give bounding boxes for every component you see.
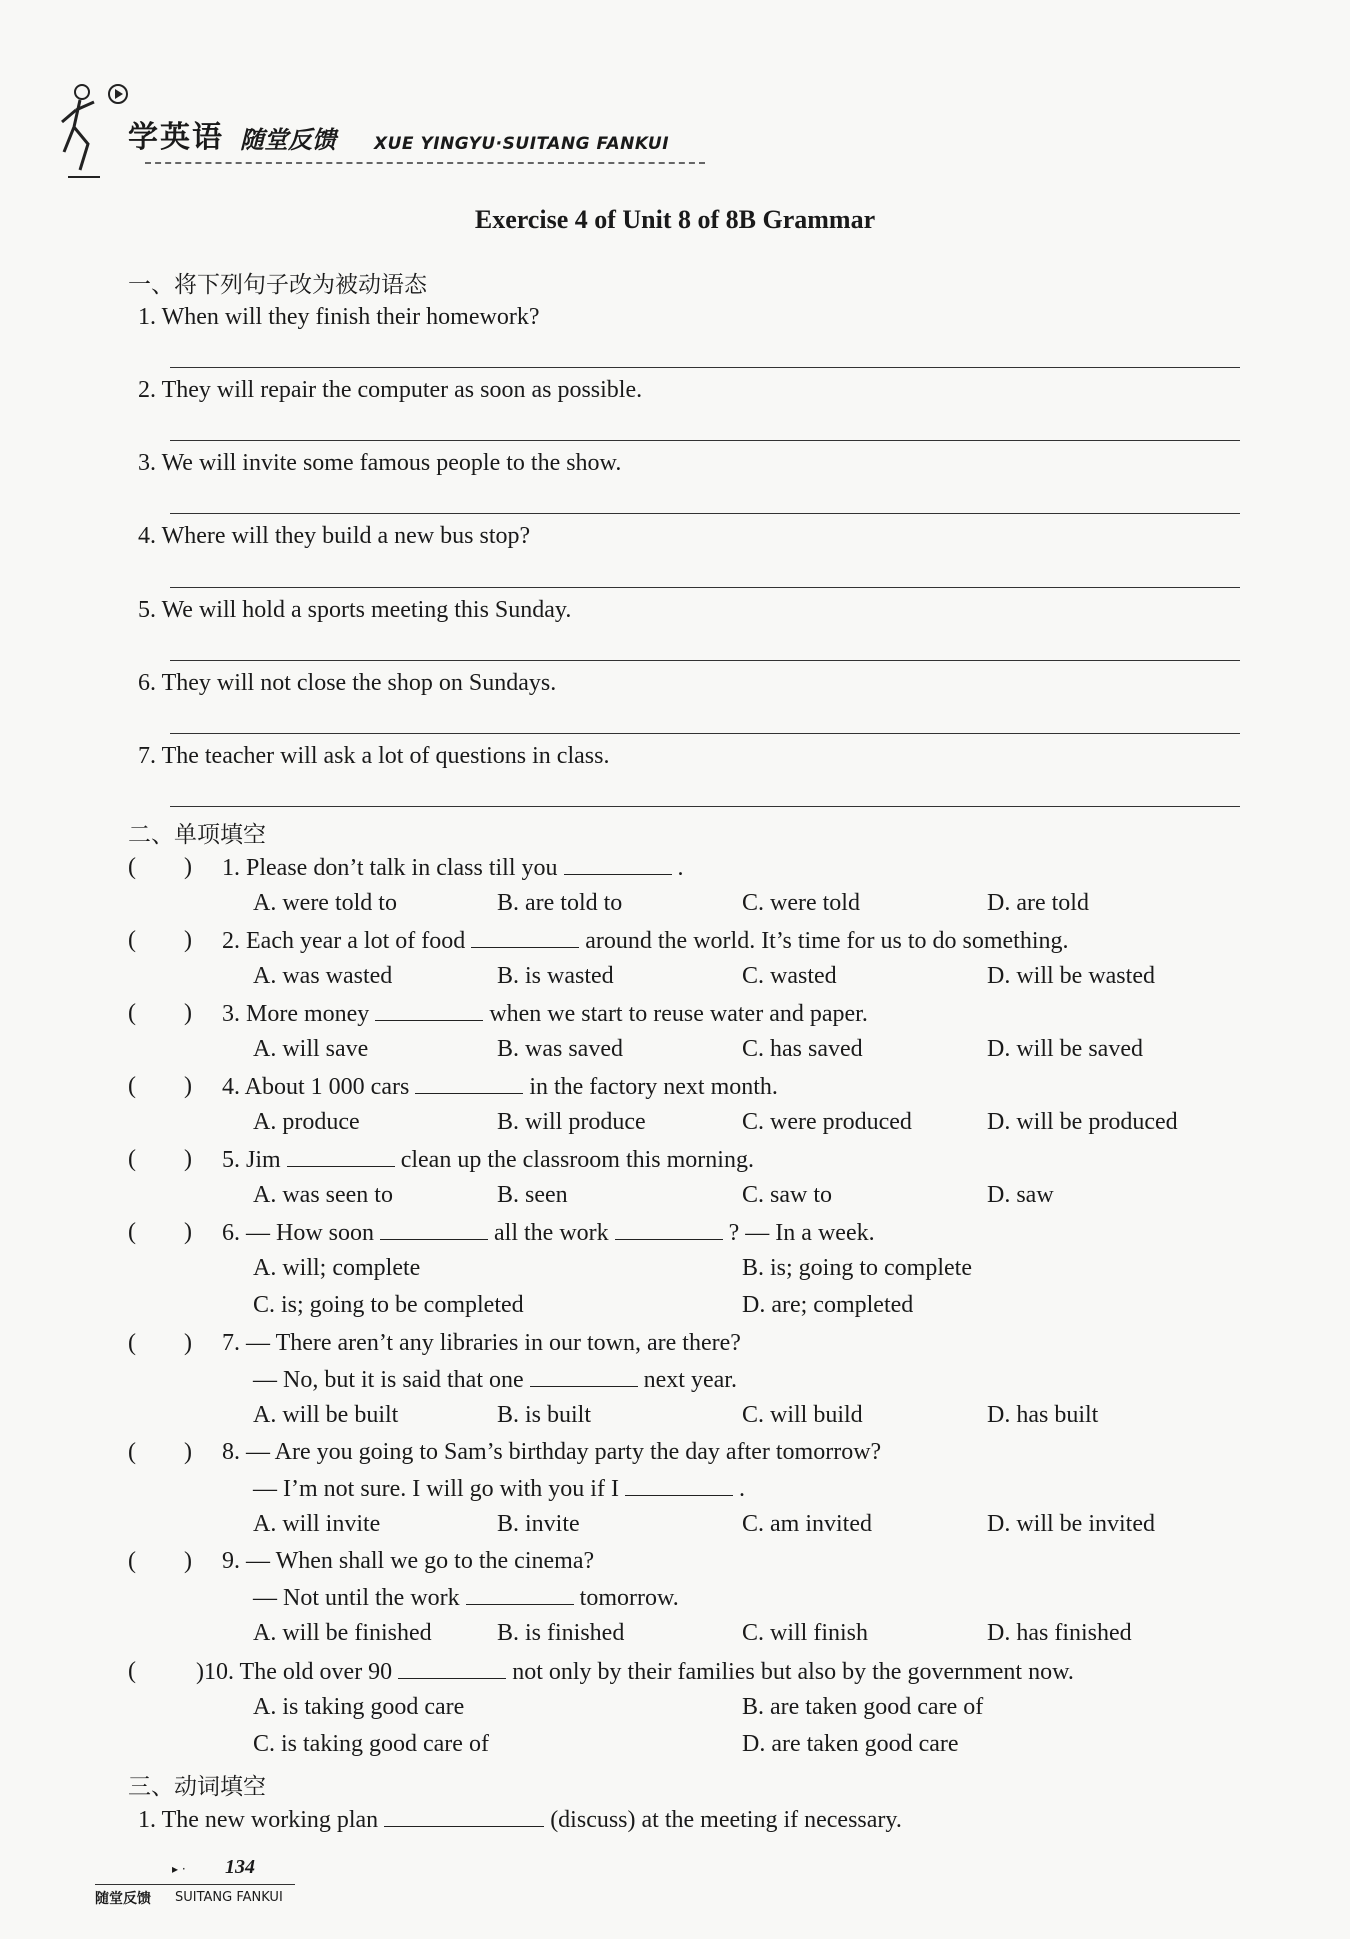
option-b[interactable]: B. was saved	[497, 1036, 623, 1062]
option-d[interactable]: D. are; completed	[742, 1292, 914, 1318]
section-1-heading: 一、将下列句子改为被动语态	[128, 272, 427, 298]
fill-blank[interactable]	[625, 1475, 733, 1496]
option-b[interactable]: B. is finished	[497, 1620, 625, 1646]
answer-bracket[interactable]: ( )	[128, 1330, 192, 1356]
option-b[interactable]: B. are taken good care of	[742, 1694, 984, 1720]
s1-question-4: 4. Where will they build a new bus stop?	[138, 523, 531, 549]
s1-answer-line-3[interactable]	[170, 513, 1240, 514]
option-c[interactable]: C. saw to	[742, 1182, 832, 1208]
option-a[interactable]: A. was seen to	[253, 1182, 393, 1208]
option-b[interactable]: B. is built	[497, 1402, 592, 1428]
option-c[interactable]: C. will build	[742, 1402, 863, 1428]
answer-bracket[interactable]: ( )	[128, 1000, 192, 1026]
option-a[interactable]: A. will invite	[253, 1511, 381, 1537]
fill-blank[interactable]	[398, 1658, 506, 1679]
s1-answer-line-2[interactable]	[170, 440, 1240, 441]
s1-question-3: 3. We will invite some famous people to the show.	[138, 450, 622, 476]
option-c[interactable]: C. wasted	[742, 963, 837, 989]
option-d[interactable]: D. are told	[987, 890, 1089, 916]
option-b[interactable]: B. invite	[497, 1511, 580, 1537]
option-b[interactable]: B. is; going to complete	[742, 1255, 972, 1281]
fill-blank[interactable]	[287, 1146, 395, 1167]
mc-question-8: 8. — Are you going to Sam’s birthday party the day after tomorrow?	[222, 1439, 882, 1465]
option-a[interactable]: A. is taking good care	[253, 1694, 465, 1720]
page-number: 134	[225, 1856, 255, 1878]
footer-divider	[95, 1884, 295, 1885]
option-d[interactable]: D. will be invited	[987, 1511, 1155, 1537]
s1-answer-line-6[interactable]	[170, 733, 1240, 734]
option-b[interactable]: B. seen	[497, 1182, 568, 1208]
fill-blank[interactable]	[471, 927, 579, 948]
fill-blank[interactable]	[380, 1219, 488, 1240]
fill-blank[interactable]	[384, 1806, 544, 1827]
mc-question-4: 4. About 1 000 cars in the factory next month.	[222, 1074, 778, 1100]
mc-question-7-reply: — No, but it is said that one next year.	[253, 1367, 737, 1393]
answer-bracket[interactable]: ( )	[128, 854, 192, 880]
mc-question-2: 2. Each year a lot of food around the world. It’s time for us to do something.	[222, 928, 1069, 954]
option-c[interactable]: C. has saved	[742, 1036, 863, 1062]
option-b[interactable]: B. are told to	[497, 890, 623, 916]
mc-question-5: 5. Jim clean up the classroom this morning.	[222, 1147, 754, 1173]
answer-bracket[interactable]: ( )	[128, 1548, 192, 1574]
option-a[interactable]: A. will save	[253, 1036, 369, 1062]
mc-question-3: 3. More money when we start to reuse water and paper.	[222, 1001, 868, 1027]
option-d[interactable]: D. has built	[987, 1402, 1099, 1428]
option-c[interactable]: C. will finish	[742, 1620, 869, 1646]
logo-chinese-subtitle: 随堂反馈	[240, 126, 336, 154]
option-c[interactable]: C. am invited	[742, 1511, 872, 1537]
verb-question-1: 1. The new working plan (discuss) at the meeting if necessary.	[138, 1807, 902, 1833]
fill-blank[interactable]	[530, 1366, 638, 1387]
option-d[interactable]: D. will be saved	[987, 1036, 1143, 1062]
option-a[interactable]: A. were told to	[253, 890, 397, 916]
answer-bracket[interactable]: ( )	[128, 1073, 192, 1099]
option-c[interactable]: C. is; going to be completed	[253, 1292, 524, 1318]
answer-bracket[interactable]: (	[128, 1658, 172, 1684]
mc-question-10: )10. The old over 90 not only by their families but also by the government now.	[196, 1659, 1074, 1685]
logo-pinyin: XUE YINGYU·SUITANG FANKUI	[374, 134, 670, 154]
mc-question-6: 6. — How soon all the work ? — In a week.	[222, 1220, 875, 1246]
mc-question-7: 7. — There aren’t any libraries in our town, are there?	[222, 1330, 741, 1356]
answer-bracket[interactable]: ( )	[128, 1146, 192, 1172]
s1-question-7: 7. The teacher will ask a lot of questions in class.	[138, 743, 610, 769]
option-b[interactable]: B. will produce	[497, 1109, 646, 1135]
option-d[interactable]: D. will be wasted	[987, 963, 1155, 989]
mc-question-9-reply: — Not until the work tomorrow.	[253, 1585, 679, 1611]
option-d[interactable]: D. will be produced	[987, 1109, 1178, 1135]
option-a[interactable]: A. will be built	[253, 1402, 399, 1428]
mc-question-9: 9. — When shall we go to the cinema?	[222, 1548, 595, 1574]
s1-answer-line-4[interactable]	[170, 587, 1240, 588]
option-a[interactable]: A. will; complete	[253, 1255, 421, 1281]
logo-chinese-title: 学英语	[128, 120, 224, 155]
s1-answer-line-5[interactable]	[170, 660, 1240, 661]
answer-bracket[interactable]: ( )	[128, 927, 192, 953]
s1-question-1: 1. When will they finish their homework?	[138, 304, 540, 330]
option-d[interactable]: D. are taken good care	[742, 1731, 959, 1757]
answer-bracket[interactable]: ( )	[128, 1439, 192, 1465]
fill-blank[interactable]	[415, 1073, 523, 1094]
fill-blank[interactable]	[375, 1000, 483, 1021]
mc-question-8-reply: — I’m not sure. I will go with you if I .	[253, 1476, 745, 1502]
option-a[interactable]: A. was wasted	[253, 963, 393, 989]
series-header	[60, 82, 680, 182]
mc-question-1: 1. Please don’t talk in class till you .	[222, 855, 684, 881]
arrow-icon: ▸ ·	[172, 1862, 186, 1876]
footer-english: SUITANG FANKUI	[175, 1890, 283, 1905]
s1-answer-line-1[interactable]	[170, 367, 1240, 368]
fill-blank[interactable]	[564, 854, 672, 875]
footer-chinese: 随堂反馈	[95, 1891, 151, 1907]
s1-answer-line-7[interactable]	[170, 806, 1240, 807]
header-dashed-line	[145, 162, 705, 164]
answer-bracket[interactable]: ( )	[128, 1219, 192, 1245]
option-c[interactable]: C. were told	[742, 890, 860, 916]
option-a[interactable]: A. produce	[253, 1109, 360, 1135]
page-title: Exercise 4 of Unit 8 of 8B Grammar	[474, 205, 876, 234]
option-b[interactable]: B. is wasted	[497, 963, 614, 989]
section-3-heading: 三、动词填空	[128, 1774, 266, 1800]
fill-blank[interactable]	[466, 1584, 574, 1605]
option-c[interactable]: C. were produced	[742, 1109, 912, 1135]
s1-question-6: 6. They will not close the shop on Sundays.	[138, 670, 557, 696]
s1-question-5: 5. We will hold a sports meeting this Sunday.	[138, 597, 572, 623]
fill-blank[interactable]	[615, 1219, 723, 1240]
section-2-heading: 二、单项填空	[128, 822, 266, 848]
option-a[interactable]: A. will be finished	[253, 1620, 432, 1646]
option-d[interactable]: D. has finished	[987, 1620, 1132, 1646]
option-d[interactable]: D. saw	[987, 1182, 1054, 1208]
s1-question-2: 2. They will repair the computer as soon as possible.	[138, 377, 643, 403]
option-c[interactable]: C. is taking good care of	[253, 1731, 489, 1757]
